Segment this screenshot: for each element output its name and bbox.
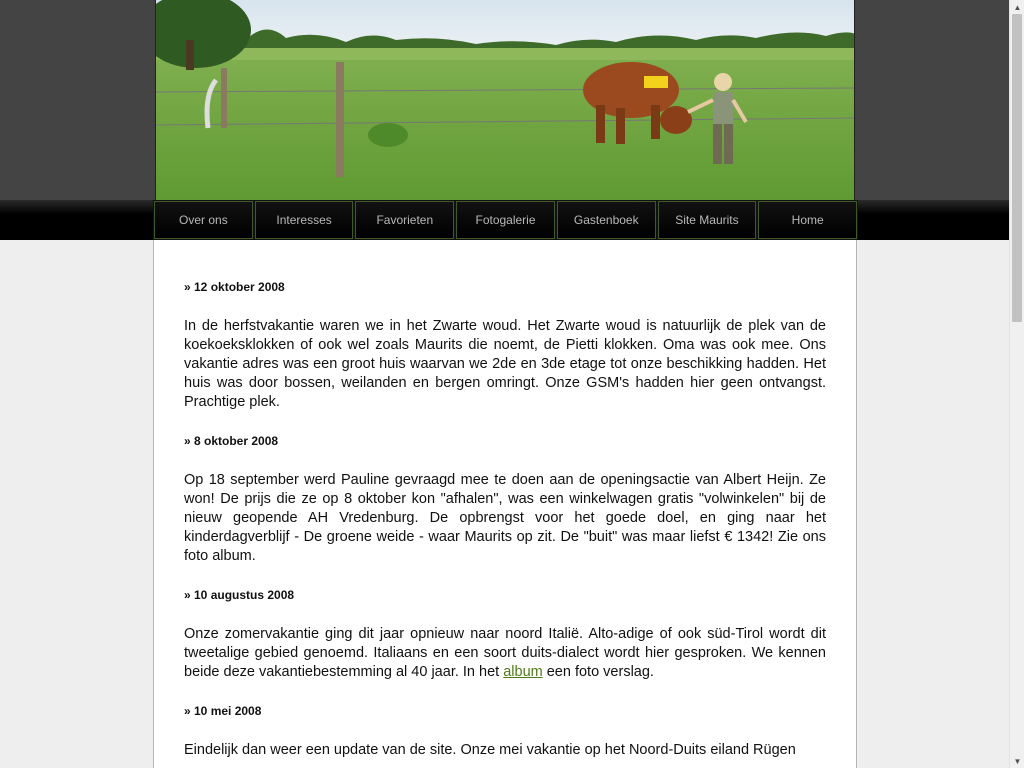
album-link[interactable]: album [503, 664, 543, 680]
entry-text-before: Onze zomervakantie ging dit jaar opnieuw naar noord Italië. Alto-adige of ook süd-Tirol wordt dit tweetalige gebied genoemd. Italiaans en een soort duits-dialect wordt hier gesproken. We kennen beide deze vakantiebestemming al 40 jaar. In het [184, 626, 826, 680]
entry-date: » 10 mei 2008 [184, 704, 262, 718]
nav-over-ons[interactable]: Over ons [154, 201, 253, 239]
nav-favorieten[interactable]: Favorieten [355, 201, 454, 239]
entry-date: » 8 oktober 2008 [184, 434, 279, 448]
header-photo [155, 0, 855, 200]
scroll-down-arrow-icon[interactable]: ▼ [1013, 756, 1022, 766]
nav-home[interactable]: Home [758, 201, 857, 239]
scroll-up-arrow-icon[interactable]: ▲ [1013, 2, 1022, 12]
content-panel [153, 240, 857, 768]
entry-date: » 10 augustus 2008 [184, 588, 295, 602]
entry-text: Op 18 september werd Pauline gevraagd mee te doen aan de openingsactie van Albert Heijn. Ze won! De prijs die ze op 8 oktober kon "afhalen", was een winkelwagen gratis "volwinkelen" bij de nieuw geopende AH Vredenburg. De opbrengst voor het goede doel, en ging naar het kinderdagverblijf - De groene weide - waar Maurits op zit. De "buit" was maar liefst € 1342! Zie ons foto album. [184, 472, 826, 564]
nav-gastenboek[interactable]: Gastenboek [557, 201, 656, 239]
news-list [184, 280, 826, 768]
nav-interesses[interactable]: Interesses [255, 201, 354, 239]
entry-text: Eindelijk dan weer een update van de site. Onze mei vakantie op het Noord-Duits eiland Rügen [184, 742, 796, 758]
vertical-scrollbar[interactable] [1009, 0, 1024, 768]
header-photo-image [156, 0, 855, 200]
scroll-thumb[interactable] [1012, 14, 1022, 322]
nav-site-maurits[interactable]: Site Maurits [658, 201, 757, 239]
nav-fotogalerie[interactable]: Fotogalerie [456, 201, 555, 239]
entry-date: » 12 oktober 2008 [184, 280, 285, 294]
main-navigation [154, 201, 857, 239]
entry-text-after: een foto verslag. [542, 664, 654, 680]
entry-text [184, 625, 826, 682]
entry-text: In de herfstvakantie waren we in het Zwarte woud. Het Zwarte woud is natuurlijk de plek van de koekoeksklokken of ook wel zoals Maurits die noemt, de Pietti klokken. Oma was ook mee. Ons vakantie adres was een groot huis waarvan we 2de en 3de etage tot onze beschikking hadden. Het huis was door bossen, weilanden en bergen omringt. Onze GSM's hadden hier geen ontvangst. Prachtige plek. [184, 318, 826, 410]
